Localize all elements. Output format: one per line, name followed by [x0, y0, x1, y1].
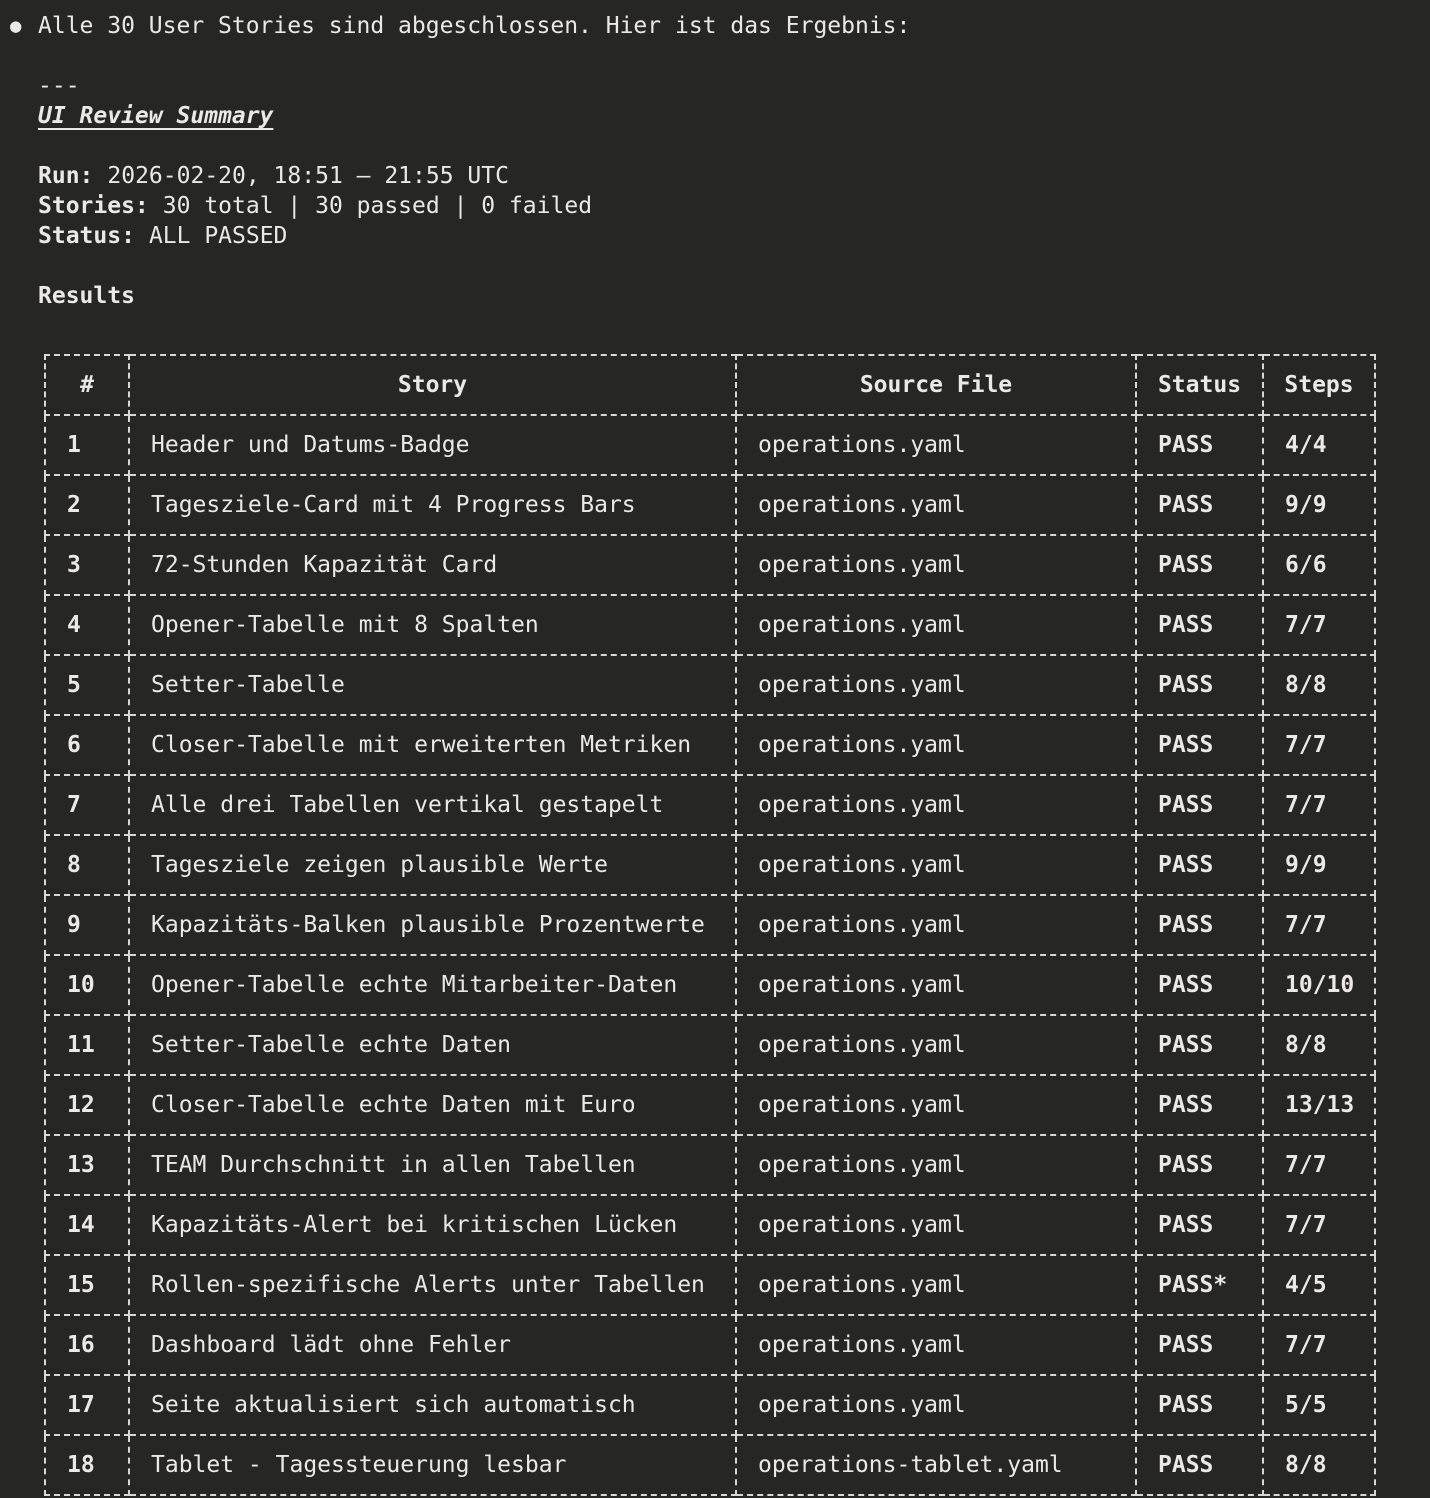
- cell-steps: 9/9: [1263, 835, 1375, 895]
- cell-status: PASS: [1136, 955, 1263, 1015]
- table-row: [45, 715, 1375, 775]
- run-line: [38, 161, 1430, 191]
- cell-status: PASS: [1136, 1135, 1263, 1195]
- cell-steps: 4/4: [1263, 415, 1375, 475]
- cell-steps: 5/5: [1263, 1375, 1375, 1435]
- cell-story-name: Opener-Tabelle echte Mitarbeiter-Daten: [129, 955, 736, 1015]
- cell-steps: 7/7: [1263, 1315, 1375, 1375]
- cell-steps: 7/7: [1263, 775, 1375, 835]
- cell-status: PASS: [1136, 895, 1263, 955]
- cell-row-number: 2: [45, 475, 129, 535]
- cell-status: PASS: [1136, 1195, 1263, 1255]
- table-row: [45, 1195, 1375, 1255]
- table-row: [45, 835, 1375, 895]
- cell-status: PASS: [1136, 655, 1263, 715]
- cell-status: PASS: [1136, 1315, 1263, 1375]
- message-bullet-icon: ●: [10, 15, 22, 37]
- cell-steps: 7/7: [1263, 1135, 1375, 1195]
- cell-status: PASS: [1136, 535, 1263, 595]
- cell-source-file: operations.yaml: [736, 895, 1136, 955]
- cell-story-name: Closer-Tabelle echte Daten mit Euro: [129, 1075, 736, 1135]
- cell-source-file: operations.yaml: [736, 535, 1136, 595]
- table-row: [45, 1435, 1375, 1495]
- cell-status: PASS: [1136, 775, 1263, 835]
- cell-steps: 7/7: [1263, 715, 1375, 775]
- separator-text: ---: [38, 73, 80, 99]
- run-value: 2026-02-20, 18:51 – 21:55 UTC: [107, 163, 509, 189]
- cell-status: PASS: [1136, 715, 1263, 775]
- cell-story-name: Setter-Tabelle echte Daten: [129, 1015, 736, 1075]
- cell-story-name: Rollen-spezifische Alerts unter Tabellen: [129, 1255, 736, 1315]
- intro-text: Alle 30 User Stories sind abgeschlossen. Hier ist das Ergebnis:: [38, 13, 911, 39]
- table-row: [45, 1135, 1375, 1195]
- table-row: [45, 595, 1375, 655]
- summary-heading: UI Review Summary: [38, 103, 274, 129]
- cell-row-number: 18: [45, 1435, 129, 1495]
- summary-meta: [38, 161, 1430, 251]
- status-label: Status:: [38, 223, 135, 249]
- stories-line: [38, 191, 1430, 221]
- results-heading: Results: [38, 283, 135, 309]
- cell-steps: 8/8: [1263, 655, 1375, 715]
- status-value: ALL PASSED: [148, 223, 288, 249]
- cell-steps: 9/9: [1263, 475, 1375, 535]
- column-header-status: Status: [1136, 355, 1263, 415]
- cell-source-file: operations.yaml: [736, 655, 1136, 715]
- cell-source-file: operations.yaml: [736, 415, 1136, 475]
- cell-steps: 13/13: [1263, 1075, 1375, 1135]
- cell-story-name: TEAM Durchschnitt in allen Tabellen: [129, 1135, 736, 1195]
- cell-row-number: 9: [45, 895, 129, 955]
- stories-value: 30 total | 30 passed | 0 failed: [162, 193, 593, 219]
- table-row: [45, 775, 1375, 835]
- cell-source-file: operations.yaml: [736, 1315, 1136, 1375]
- cell-row-number: 12: [45, 1075, 129, 1135]
- table-row: [45, 955, 1375, 1015]
- cell-row-number: 3: [45, 535, 129, 595]
- cell-source-file: operations.yaml: [736, 1015, 1136, 1075]
- cell-status: PASS: [1136, 1015, 1263, 1075]
- cell-row-number: 8: [45, 835, 129, 895]
- cell-source-file: operations.yaml: [736, 955, 1136, 1015]
- cell-story-name: Closer-Tabelle mit erweiterten Metriken: [129, 715, 736, 775]
- cell-row-number: 7: [45, 775, 129, 835]
- table-row: [45, 1315, 1375, 1375]
- cell-source-file: operations.yaml: [736, 595, 1136, 655]
- message-content: [38, 11, 1430, 1496]
- cell-steps: 8/8: [1263, 1015, 1375, 1075]
- table-row: [45, 475, 1375, 535]
- cell-steps: 8/8: [1263, 1435, 1375, 1495]
- cell-status: PASS: [1136, 1075, 1263, 1135]
- cell-status: PASS*: [1136, 1255, 1263, 1315]
- cell-steps: 7/7: [1263, 895, 1375, 955]
- cell-status: PASS: [1136, 595, 1263, 655]
- cell-source-file: operations.yaml: [736, 835, 1136, 895]
- cell-row-number: 11: [45, 1015, 129, 1075]
- table-row: [45, 415, 1375, 475]
- cell-story-name: Setter-Tabelle: [129, 655, 736, 715]
- cell-source-file: operations.yaml: [736, 775, 1136, 835]
- cell-source-file: operations.yaml: [736, 475, 1136, 535]
- table-row: [45, 535, 1375, 595]
- status-line: [38, 221, 1430, 251]
- table-header-row: [45, 355, 1375, 415]
- cell-row-number: 17: [45, 1375, 129, 1435]
- cell-row-number: 14: [45, 1195, 129, 1255]
- cell-status: PASS: [1136, 475, 1263, 535]
- cell-story-name: 72-Stunden Kapazität Card: [129, 535, 736, 595]
- column-header-number: #: [45, 355, 129, 415]
- cell-status: PASS: [1136, 835, 1263, 895]
- table-row: [45, 1015, 1375, 1075]
- cell-story-name: Header und Datums-Badge: [129, 415, 736, 475]
- cell-row-number: 5: [45, 655, 129, 715]
- cell-story-name: Seite aktualisiert sich automatisch: [129, 1375, 736, 1435]
- cell-story-name: Dashboard lädt ohne Fehler: [129, 1315, 736, 1375]
- cell-source-file: operations.yaml: [736, 1075, 1136, 1135]
- cell-story-name: Tagesziele zeigen plausible Werte: [129, 835, 736, 895]
- cell-story-name: Kapazitäts-Balken plausible Prozentwerte: [129, 895, 736, 955]
- cell-story-name: Tablet - Tagessteuerung lesbar: [129, 1435, 736, 1495]
- cell-source-file: operations.yaml: [736, 1135, 1136, 1195]
- stories-label: Stories:: [38, 193, 149, 219]
- cell-row-number: 13: [45, 1135, 129, 1195]
- cell-story-name: Opener-Tabelle mit 8 Spalten: [129, 595, 736, 655]
- cell-story-name: Tagesziele-Card mit 4 Progress Bars: [129, 475, 736, 535]
- column-header-steps: Steps: [1263, 355, 1375, 415]
- cell-steps: 4/5: [1263, 1255, 1375, 1315]
- cell-status: PASS: [1136, 1375, 1263, 1435]
- cell-source-file: operations.yaml: [736, 715, 1136, 775]
- cell-row-number: 15: [45, 1255, 129, 1315]
- cell-status: PASS: [1136, 415, 1263, 475]
- run-label: Run:: [38, 163, 94, 189]
- column-header-story: Story: [129, 355, 736, 415]
- cell-status: PASS: [1136, 1435, 1263, 1495]
- table-row: [45, 1255, 1375, 1315]
- results-table: [44, 354, 1376, 1496]
- cell-row-number: 16: [45, 1315, 129, 1375]
- cell-steps: 6/6: [1263, 535, 1375, 595]
- cell-steps: 7/7: [1263, 595, 1375, 655]
- column-header-source-file: Source File: [736, 355, 1136, 415]
- cell-source-file: operations.yaml: [736, 1255, 1136, 1315]
- cell-source-file: operations-tablet.yaml: [736, 1435, 1136, 1495]
- cell-source-file: operations.yaml: [736, 1195, 1136, 1255]
- cell-story-name: Alle drei Tabellen vertikal gestapelt: [129, 775, 736, 835]
- heading-line: [38, 101, 1430, 131]
- cell-story-name: Kapazitäts-Alert bei kritischen Lücken: [129, 1195, 736, 1255]
- table-row: [45, 1375, 1375, 1435]
- cell-row-number: 4: [45, 595, 129, 655]
- cell-row-number: 1: [45, 415, 129, 475]
- cell-row-number: 6: [45, 715, 129, 775]
- cell-source-file: operations.yaml: [736, 1375, 1136, 1435]
- table-row: [45, 1075, 1375, 1135]
- cell-steps: 10/10: [1263, 955, 1375, 1015]
- cell-row-number: 10: [45, 955, 129, 1015]
- cell-steps: 7/7: [1263, 1195, 1375, 1255]
- table-row: [45, 655, 1375, 715]
- table-row: [45, 895, 1375, 955]
- assistant-message: [10, 11, 1430, 1496]
